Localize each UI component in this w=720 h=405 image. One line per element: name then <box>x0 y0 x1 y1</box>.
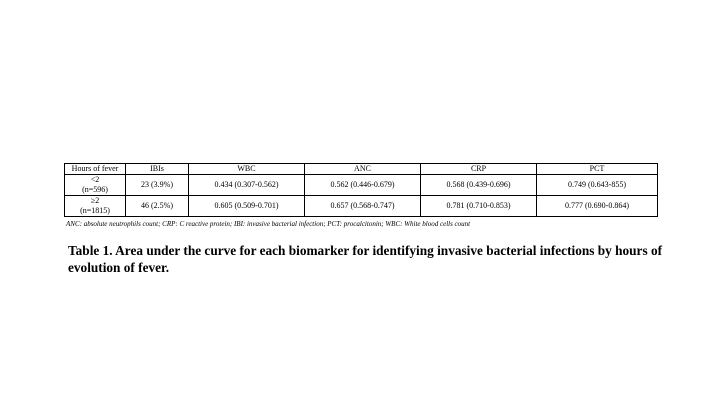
table-caption: Table 1. Area under the curve for each biomarker for identifying invasive bacterial infections by hours of evolution of fever. <box>68 243 663 275</box>
table-header-row <box>65 164 658 175</box>
hours-group-label: ≥2 <box>90 196 100 205</box>
anc-cell: 0.657 (0.568-0.747) <box>305 196 421 217</box>
anc-cell: 0.562 (0.446-0.679) <box>305 175 421 196</box>
pct-cell: 0.777 (0.690-0.864) <box>537 196 658 217</box>
column-header-anc: ANC <box>305 164 421 175</box>
wbc-cell: 0.605 (0.509-0.701) <box>189 196 305 217</box>
hours-group-count: (n=1815) <box>80 206 110 215</box>
table-footnote: ANC: absolute neutrophils count; CRP: C reactive protein; IBI: invasive bacterial infection; PCT: procalcitonin; WBC: White blood cells count <box>66 220 471 228</box>
wbc-cell: 0.434 (0.307-0.562) <box>189 175 305 196</box>
hours-of-fever-cell <box>65 175 126 196</box>
hours-group-count: (n=596) <box>82 185 108 194</box>
pct-cell: 0.749 (0.643-855) <box>537 175 658 196</box>
hours-of-fever-cell <box>65 196 126 217</box>
column-header-pct: PCT <box>537 164 658 175</box>
hours-group-label: <2 <box>90 175 100 184</box>
crp-cell: 0.781 (0.710-0.853) <box>421 196 537 217</box>
column-header-wbc: WBC <box>189 164 305 175</box>
table-row <box>65 196 658 217</box>
column-header-ibis: IBIs <box>126 164 189 175</box>
crp-cell: 0.568 (0.439-0.696) <box>421 175 537 196</box>
column-header-hours-of-fever: Hours of fever <box>65 164 126 175</box>
column-header-crp: CRP <box>421 164 537 175</box>
ibis-cell: 46 (2.5%) <box>126 196 189 217</box>
table-row <box>65 175 658 196</box>
ibis-cell: 23 (3.9%) <box>126 175 189 196</box>
auc-table <box>64 163 658 217</box>
